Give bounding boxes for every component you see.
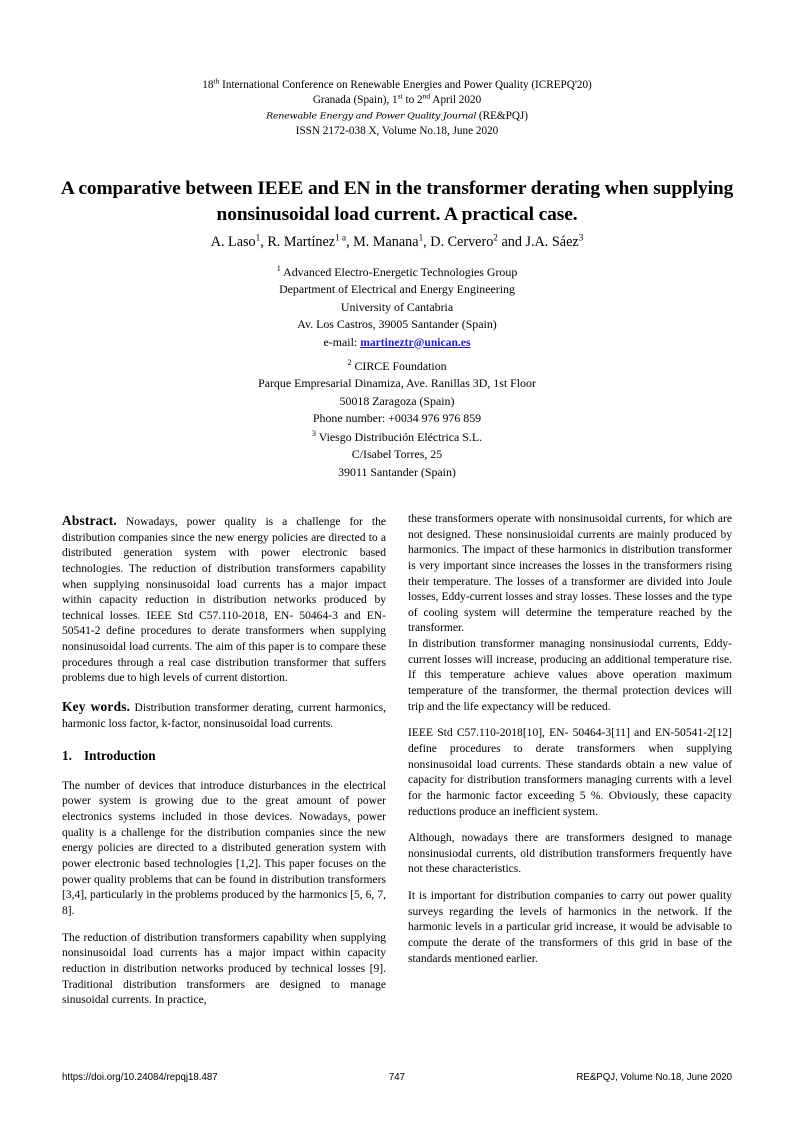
affiliation-line: Parque Empresarial Dinamiza, Ave. Ranillas 3D, 1st Floor (258, 376, 536, 391)
journal-masthead (62, 78, 732, 140)
masthead-edition-suffix: th (213, 76, 220, 86)
doi-link[interactable]: https://doi.org/10.24084/repqj18.487 (62, 1072, 218, 1083)
author-affiliation-marker: 2 (493, 232, 498, 243)
author-name: M. Manana (353, 234, 419, 250)
author-affiliation-marker: 1 (418, 232, 424, 243)
affiliation-marker: 1 (276, 264, 281, 274)
masthead-date-suffix-1: st (397, 91, 403, 101)
section-number: 1. (62, 748, 72, 764)
author-separator: , (346, 234, 354, 250)
abstract-label: Abstract. (62, 513, 117, 528)
page-number: 747 (388, 1072, 406, 1083)
author-name: J.A. Sáez (525, 234, 579, 250)
author-separator: , (260, 234, 268, 250)
author-name: A. Laso (210, 234, 256, 250)
affiliation-block-3 (62, 429, 732, 481)
affiliation-line: Av. Los Castros, 39005 Santander (Spain) (297, 317, 497, 332)
page-footer (62, 1072, 732, 1083)
author-list (62, 233, 732, 251)
masthead-date-suffix-2: nd (422, 91, 431, 101)
masthead-date-line (62, 93, 732, 108)
keywords-label: Key words. (62, 699, 131, 715)
author-separator: and (497, 234, 526, 250)
abstract-paragraph (62, 512, 386, 687)
affiliation-organization: CIRCE Foundation (354, 359, 447, 373)
journal-reference: RE&PQJ, Volume No.18, June 2020 (576, 1072, 732, 1083)
paragraph: The reduction of distribution transformers capability when supplying nonsinusoidal load currents has a major impact within capacity reduction in distribution networks produced by technical losses [9]. Traditional distribution transformers are designed to manage sinusoidal currents. In practice, (62, 931, 386, 1007)
section-title: Introduction (84, 748, 156, 764)
affiliation-line (62, 358, 732, 375)
author-name: R. Martínez (267, 234, 336, 250)
page-title: A comparative between IEEE and EN in the transformer derating when supplying nonsinusoidal load current. A practical case. (60, 177, 734, 225)
affiliation-line (62, 429, 732, 446)
paragraph: IEEE Std C57.110-2018[10], EN- 50464-3[11] and EN-50541-2[12] define procedures to derate transformers when supplying nonsinusoidal load currents. These standards obtain a new value of capacity for distribution transformers managing currents with a level for the harmonic factor exceeding 5 %. Obviously, these capacity reductions produce an inefficient system. (408, 727, 732, 818)
abstract-text: Nowadays, power quality is a challenge for the distribution companies since the new energy policies are directed to a distributed generation system with power electronic based technologies. The reduction of distribution transformers capability when supplying nonsinusoidal load currents has a major impact within capacity reduction in distribution networks produced by technical losses. IEEE Std C57.110-2018, EN- 50464-3 and EN-50541-2 define procedures to derate transformers when supplying nonsinusoidal load currents. The aim of this paper is to compare these procedures through a real case distribution transformer that suffers problems due to high levels of current distortion. (62, 516, 386, 685)
masthead-edition-number: 18 (202, 79, 214, 91)
keywords-text: Distribution transformer derating, current harmonics, harmonic loss factor, k-factor, nonsinusoidal load currents. (62, 702, 386, 730)
affiliation-line: Department of Electrical and Energy Engineering (279, 282, 515, 297)
author-affiliation-marker: 3 (578, 232, 584, 243)
affiliation-marker: 3 (311, 429, 316, 439)
masthead-journal-abbrev: (RE&PQJ) (476, 109, 529, 122)
email-link[interactable]: martineztr@unican.es (360, 335, 471, 349)
author-affiliation-marker: 1 a (335, 232, 347, 243)
masthead-location: Granada (Spain), 1 (312, 94, 398, 107)
masthead-journal-line (62, 109, 732, 124)
affiliation-block-1 (62, 264, 732, 351)
masthead-conference-name: International Conference on Renewable Energies and Power Quality (ICREPQ'20) (219, 79, 592, 91)
paragraph: The number of devices that introduce disturbances in the electrical power system is growing due to the great amount of power electronics systems included in those devices. Nowadays, power quality is a challenge for the distribution companies since the new energy policies are directed to a distributed generation system with power electronic based technologies [1,2]. This paper focuses on the power quality problems that can be found in distribution transformers [3,4], particularly in the problems produced by the harmonics [5, 6, 7, 8]. (62, 779, 386, 917)
author-affiliation-marker: 1 (255, 232, 261, 243)
author-separator: , (423, 234, 431, 250)
affiliation-line (62, 264, 732, 281)
paragraph: In distribution transformer managing nonsinusiodal currents, Eddy-current losses will increase, producing an additional temperature rise. If this temperature achieve values above operation maximum temperature of the transformer, the thermal protection devices will trip and the life expectancy will be reduced. (408, 638, 732, 713)
affiliation-line: 50018 Zaragoza (Spain) (339, 393, 455, 408)
masthead-journal-script-title: Renewable Energy and Power Quality Journal (265, 111, 477, 122)
paragraph: these transformers operate with nonsinusoidal currents, for which are not designed. These nonsinusioidal currents are mainly produced by harmonics. The impact of these harmonics in distribution transformer is very important since increases the losses in the transformers rising their temperature. The losses of a transformer are divided into Joule losses, Eddy-current losses and stray losses. These losses and the type of cooling system will determine the temperature reached by the transformer. (408, 513, 732, 635)
section-heading-introduction (62, 748, 386, 765)
body-columns (62, 512, 732, 1020)
affiliation-organization: Advanced Electro-Energetic Technologies Group (283, 265, 518, 279)
paragraph: Although, nowadays there are transformers designed to manage nonsinusiodal currents, old distribution transformers frequently have not these characteristics. (408, 832, 732, 876)
masthead-issn-line: ISSN 2172-038 X, Volume No.18, June 2020 (295, 125, 499, 138)
affiliation-email-line (62, 334, 732, 352)
affiliation-line: 39011 Santander (Spain) (338, 464, 456, 479)
paragraph: It is important for distribution companies to carry out power quality surveys regarding the levels of harmonics in the network. If the harmonic levels in a particular grid increase, it would be advisable to compute the derate of the transformers of this grid in base of the standards mentioned earlier. (408, 890, 732, 965)
masthead-date-mid: to 2 (402, 94, 423, 107)
left-column (62, 512, 386, 1020)
masthead-date-month: April 2020 (430, 94, 482, 107)
keywords-paragraph (62, 698, 386, 732)
email-label: e-mail: (323, 334, 361, 349)
affiliation-block-2 (62, 358, 732, 428)
affiliation-line: C/Isabel Torres, 25 (351, 447, 443, 462)
affiliation-line: Phone number: +0034 976 976 859 (312, 411, 482, 426)
affiliation-organization: Viesgo Distribución Eléctrica S.L. (318, 430, 483, 444)
affiliation-line: University of Cantabria (340, 299, 454, 314)
author-name: D. Cervero (430, 234, 494, 250)
right-column (408, 512, 732, 1020)
affiliation-marker: 2 (347, 358, 352, 368)
